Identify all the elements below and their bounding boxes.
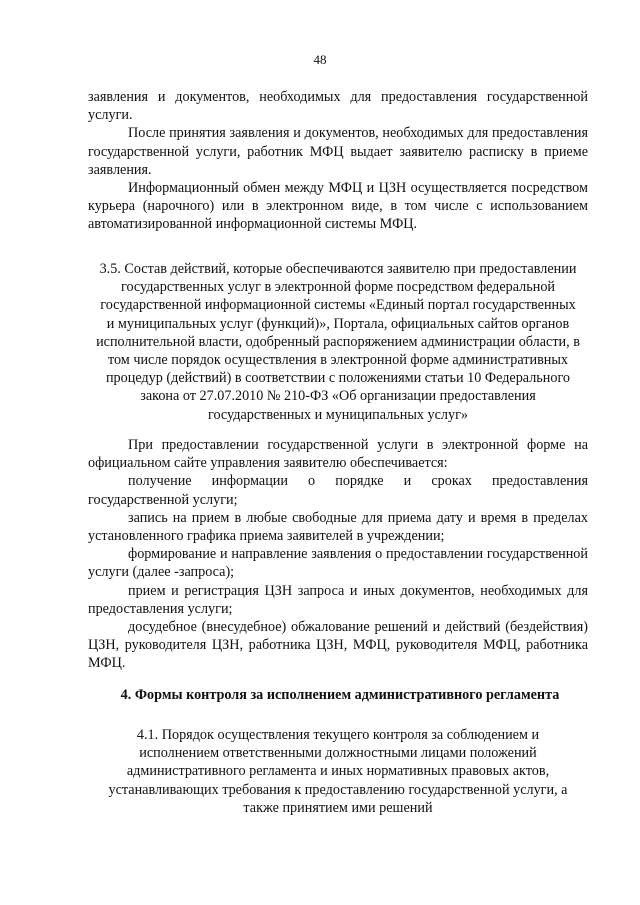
list-item: получение информации о порядке и сроках предоставления государственной услуги; (88, 473, 588, 508)
subsection-4-1-title: 4.1. Порядок осуществления текущего контроля за соблюдением и исполнением ответственными должностными лицами положений административного регламента и иных нормативных правовых актов, устанавливающих требования к предоставлению государственной услуги, а также принятием ими решений (108, 727, 568, 816)
list-item: прием и регистрация ЦЗН запроса и иных документов, необходимых для предоставления услуги; (88, 582, 588, 617)
intro-paragraph: При предоставлении государственной услуги в электронной форме на официальном сайте управления заявителю обеспечивается: (88, 437, 588, 472)
top-paragraphs (88, 88, 588, 234)
subsection-3-5-body (88, 436, 588, 673)
paragraph-continuation: заявления и документов, необходимых для предоставления государственной услуги. (88, 89, 588, 124)
page-number: 48 (313, 52, 327, 67)
paragraph-info-exchange: Информационный обмен между МФЦ и ЦЗН осуществляется посредством курьера (нарочного) или в электронном виде, в том числе с использованием автоматизированной информационной системы МФЦ. (88, 180, 588, 233)
section-4-heading: 4. Формы контроля за исполнением административного регламента (120, 687, 560, 703)
list-item: формирование и направление заявления о предоставлении государственной услуги (далее -запроса); (88, 546, 588, 581)
paragraph-receipt: После принятия заявления и документов, необходимых для предоставления государственной услуги, работник МФЦ выдает заявителю расписку в приеме заявления. (88, 125, 588, 178)
list-item: досудебное (внесудебное) обжалование решений и действий (бездействия) ЦЗН, руководителя ЦЗН, работника ЦЗН, МФЦ, руководителя МФЦ, работника МФЦ. (88, 619, 588, 672)
list-item: запись на прием в любые свободные для приема дату и время в пределах установленного графика приема заявителей в учреждении; (88, 509, 588, 545)
subsection-3-5-title: 3.5. Состав действий, которые обеспечиваются заявителю при предоставлении государственных услуг в электронной форме посредством федеральной государственной информационной системы «Единый портал государственных и муниципальных услуг (функций)», Портала, официальных сайтов органов исполнительной власти, одобренный распоряжением администрации области, в том числе порядок осуществления в электронной форме административных процедур (действий) в соответствии с положениями статьи 10 Федерального закона от 27.07.2010 № 210-ФЗ «Об организации предоставления государственных и муниципальных услуг» (96, 261, 580, 423)
